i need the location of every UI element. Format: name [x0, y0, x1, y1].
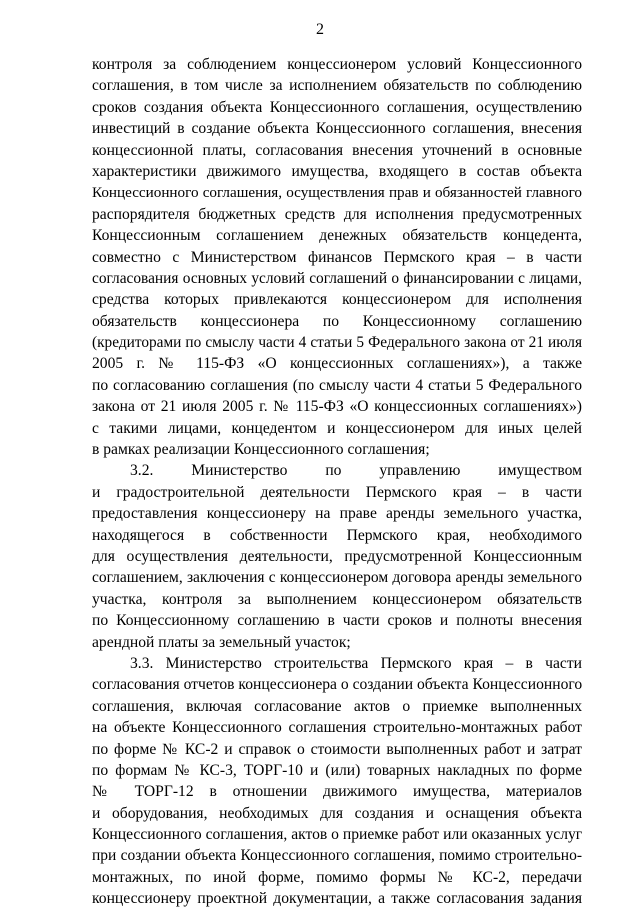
text-line: концессионеру проектной документации, а также согласования задания — [92, 890, 582, 908]
text-line: находящегося в собственности Пермского края, необходимого — [92, 526, 582, 544]
text-line: закона от 21 июля 2005 г. № 115-ФЗ «О концессионных соглашениях») — [92, 398, 582, 416]
text-line: по форме № КС-2 и справок о стоимости выполненных работ и затрат — [92, 740, 582, 758]
page-number: 2 — [316, 21, 324, 38]
text-line: совместно с Министерством финансов Пермского края – в части — [92, 248, 582, 266]
text-line: 3.3. Министерство строительства Пермского края – в части — [130, 654, 582, 672]
text-line: соглашения, включая согласование актов о приемке выполненных — [92, 697, 582, 715]
document-body — [92, 54, 582, 910]
text-line: обязательств концессионера по Концессионному соглашению — [92, 312, 582, 330]
text-line: участка, контроля за выполнением концессионером обязательств — [92, 590, 582, 608]
text-line: инвестиций в создание объекта Концессионного соглашения, внесения — [92, 120, 582, 138]
text-line: Концессионного соглашения, осуществления прав и обязанностей главного — [92, 184, 582, 202]
text-line: согласования отчетов концессионера о создании объекта Концессионного — [92, 676, 583, 694]
text-line: по согласованию соглашения (по смыслу части 4 статьи 5 Федерального — [92, 376, 582, 394]
text-line: средства которых привлекаются концессионером для исполнения — [92, 291, 582, 309]
text-line: 2005 г. № 115-ФЗ «О концессионных соглашениях»), а также — [92, 355, 582, 373]
text-line: соглашением, заключения с концессионером договора аренды земельного — [92, 569, 582, 587]
text-line: по формам № КС-3, ТОРГ-10 и (или) товарных накладных по форме — [92, 761, 582, 779]
text-line: № ТОРГ-12 в отношении движимого имущества, материалов — [92, 783, 582, 801]
text-line: 3.2. Министерство по управлению имуществом — [130, 462, 582, 480]
text-line: соглашения, в том числе за исполнением обязательств по соблюдению — [92, 77, 582, 95]
text-line: в рамках реализации Концессионного соглашения; — [92, 441, 430, 459]
text-line: концессионной платы, согласования внесения уточнений в основные — [92, 141, 582, 159]
text-line: с такими лицами, концедентом и концессионером для иных целей — [92, 419, 582, 437]
text-line: (кредиторами по смыслу части 4 статьи 5 Федерального закона от 21 июля — [92, 334, 582, 352]
text-line: для осуществления деятельности, предусмотренной Концессионным — [92, 547, 582, 565]
text-line: сроков создания объекта Концессионного соглашения, осуществлению — [92, 98, 582, 116]
text-line: согласования основных условий соглашений о финансировании с лицами, — [92, 269, 582, 287]
text-line: по Концессионному соглашению в части сроков и полноты внесения — [92, 612, 582, 630]
text-line: распорядителя бюджетных средств для исполнения предусмотренных — [92, 205, 582, 223]
text-line: монтажных, по иной форме, помимо формы № КС-2, передачи — [92, 868, 582, 886]
text-line: характеристики движимого имущества, входящего в состав объекта — [92, 162, 582, 180]
text-line: при создании объекта Концессионного соглашения, помимо строительно- — [92, 847, 582, 865]
text-line: предоставления концессионеру на праве аренды земельного участка, — [92, 505, 582, 523]
text-line: контроля за соблюдением концессионером условий Концессионного — [92, 56, 582, 73]
text-line: Концессионным соглашением денежных обязательств концедента, — [92, 227, 582, 245]
text-line: на объекте Концессионного соглашения строительно-монтажных работ — [92, 719, 582, 737]
text-line: и градостроительной деятельности Пермского края – в части — [92, 483, 582, 501]
text-line: арендной платы за земельный участок; — [92, 633, 351, 651]
text-line: и оборудования, необходимых для создания и оснащения объекта — [92, 804, 582, 822]
text-line: Концессионного соглашения, актов о приемке работ или оказанных услуг — [92, 826, 583, 844]
